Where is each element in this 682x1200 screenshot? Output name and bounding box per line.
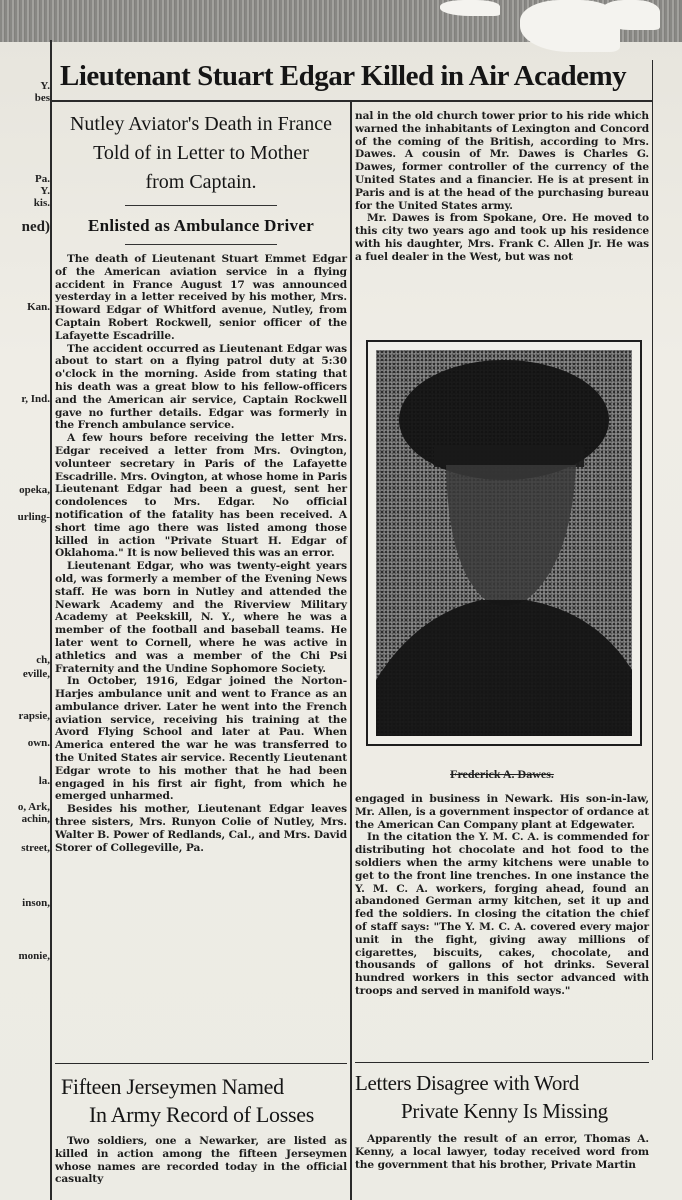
article-headline: In Army Record of Losses <box>89 1102 314 1127</box>
paragraph: Two soldiers, one a Newarker, are listed as killed in action among the fifteen Jerseymen whose names are recorded today in the official casualty <box>55 1135 347 1186</box>
edge-fragment: la. <box>38 775 50 787</box>
edge-fragment: opeka, <box>19 484 50 496</box>
edge-fragment: urling- <box>17 511 50 523</box>
edge-fragment: street, <box>21 842 50 854</box>
article-headline: Private Kenny Is Missing <box>401 1099 608 1123</box>
article-body <box>355 110 649 264</box>
article-headline: Letters Disagree with Word <box>355 1071 579 1095</box>
divider <box>125 244 277 245</box>
edge-fragment: r, Ind. <box>21 393 50 405</box>
column-rule-middle <box>350 102 352 1200</box>
paragraph: Apparently the result of an error, Thomas A. Kenny, a local lawyer, today received word from the government that his brother, Private Martin <box>355 1133 649 1171</box>
page-headline: Lieutenant Stuart Edgar Killed in Air Academy <box>60 60 627 92</box>
edge-fragment: Y. <box>40 185 50 197</box>
article-dawes-continued <box>355 793 649 998</box>
edge-fragment: ned) <box>21 219 50 235</box>
divider <box>125 205 277 206</box>
subheadline-line: Told of in Letter to Mother <box>93 142 309 164</box>
edge-fragment: monie, <box>18 950 50 962</box>
edge-fragment: ch, <box>36 654 50 666</box>
subheadline-line: from Captain. <box>145 171 257 193</box>
article-divider <box>55 1063 347 1064</box>
paragraph: Lieutenant Edgar, who was twenty-eight years old, was formerly a member of the Evening News staff. He was born in Nutley and attended the Newark Academy and the Riverview Military Academy at Peekskill, N. Y., where he was a member of the football and baseball teams. He later went to Cornell, where he was active in athletics and was a member of the Chi Psi Fraternity and the Undine Sophomore Society. <box>55 560 347 675</box>
edge-fragment: Y. <box>40 80 50 92</box>
article-body <box>55 1135 347 1186</box>
edge-fragment: rapsie, <box>18 710 50 722</box>
photo-caption: Frederick A. Dawes. <box>450 767 554 781</box>
portrait-photo-frame <box>366 340 642 746</box>
article-kenny <box>355 1069 649 1171</box>
article-jerseymen <box>55 1073 347 1186</box>
article-body <box>355 1133 649 1171</box>
edge-fragment: own. <box>27 737 50 749</box>
paragraph: In October, 1916, Edgar joined the Norton-Harjes ambulance unit and went to France as an ambulance driver. Later he went into the French aviation service, receiving his training at the Avord Flying School and later at Pau. When America entered the war he was transferred to the United States air service. Recently Lieutenant Edgar wrote to his mother that he had been engaged in his first air fight, from which he emerged unharmed. <box>55 675 347 803</box>
edge-fragment: o, Ark, <box>17 801 50 813</box>
paragraph: nal in the old church tower prior to his ride which warned the inhabitants of Lexington and Concord of the coming of the British, according to Mrs. Dawes. A cousin of Mr. Dawes is Charles G. Dawes, former controller of the currency of the United States and a financier. He is at present in Paris and is at the head of the purchasing bureau for the United States army. <box>355 110 649 212</box>
article-divider <box>355 1062 649 1063</box>
paragraph: The accident occurred as Lieutenant Edgar was about to start on a flying patrol duty at 5:30 o'clock in the morning. Aside from stating that his death was a great blow to his fellow-officers and the American air service, Captain Rockwell gave no further details. Edgar was formerly in the French ambulance service. <box>55 342 347 432</box>
article-edgar <box>55 110 347 854</box>
section-head: Enlisted as Ambulance Driver <box>87 216 315 235</box>
edge-fragment: eville, <box>22 668 50 680</box>
article-headline: Fifteen Jerseymen Named <box>61 1074 284 1099</box>
edge-fragment: achin, <box>21 813 50 825</box>
column-rule-right <box>652 60 653 1060</box>
edge-fragment: Kan. <box>27 301 50 313</box>
paragraph: engaged in business in Newark. His son-in-law, Mr. Allen, is a government inspector of ordance at the American Can Company plant at Edgewater. <box>355 793 649 831</box>
portrait-photo <box>376 350 632 736</box>
headline-rule <box>52 100 652 102</box>
torn-notch <box>440 0 500 16</box>
column-rule-left <box>50 40 52 1200</box>
article-body <box>355 793 649 998</box>
edge-fragment: inson, <box>22 897 50 909</box>
paragraph: A few hours before receiving the letter Mrs. Edgar received a letter from Mrs. Ovington, volunteer secretary in Paris of the Lafayette Escadrille. Mrs. Ovington, at whose home in Paris Lieutenant Edgar had been a guest, sent her condolences to Mrs. Edgar. No official notification of the fatality has been received. A short time ago there was listed among those killed in action "Private Stuart H. Edgar of Oklahoma." It is now believed this was an error. <box>55 432 347 560</box>
edge-fragment: bes <box>34 92 50 104</box>
edge-fragment: Pa. <box>35 173 50 185</box>
portrait-silhouette <box>376 350 632 736</box>
paragraph: The death of Lieutenant Stuart Emmet Edgar of the American aviation service in a flying accident in France August 17 was announced yesterday in a letter received by his mother, Mrs. Howard Edgar of Whitford avenue, Nutley, from Captain Robert Rockwell, senior officer of the Lafayette Escadrille. <box>55 253 347 342</box>
article-dawes <box>355 110 649 264</box>
paragraph: Besides his mother, Lieutenant Edgar leaves three sisters, Mrs. Runyon Colie of Nutley, Mrs. Walter B. Power of Redlands, Cal., and Mrs. David Storer of Collegeville, Pa. <box>55 803 348 854</box>
paragraph: In the citation the Y. M. C. A. is commended for distributing hot chocolate and hot food to the soldiers when the army kitchens were unable to get to the front line trenches. In one instance the Y. M. C. A. workers, forging ahead, found an abandoned German army kitchen, set it up and fed the soldiers. In closing the citation the chief of staff says: "The Y. M. C. A. covered every major unit in the fight, giving away millions of cigarettes, biscuits, cakes, chocolate, and thousands of gallons of hot drinks. Several hundred workers in this sector advanced with troops and served in manifold ways." <box>355 831 649 997</box>
edge-fragment: kis. <box>33 197 50 209</box>
paragraph: Mr. Dawes is from Spokane, Ore. He moved to this city two years ago and took up his residence with his daughter, Mrs. Frank C. Allen Jr. He was a fuel dealer in the West, but was not <box>355 212 649 263</box>
article-subheadline <box>55 110 347 197</box>
subheadline-line: Nutley Aviator's Death in France <box>69 113 333 135</box>
torn-notch <box>600 0 660 30</box>
article-body <box>55 253 347 854</box>
